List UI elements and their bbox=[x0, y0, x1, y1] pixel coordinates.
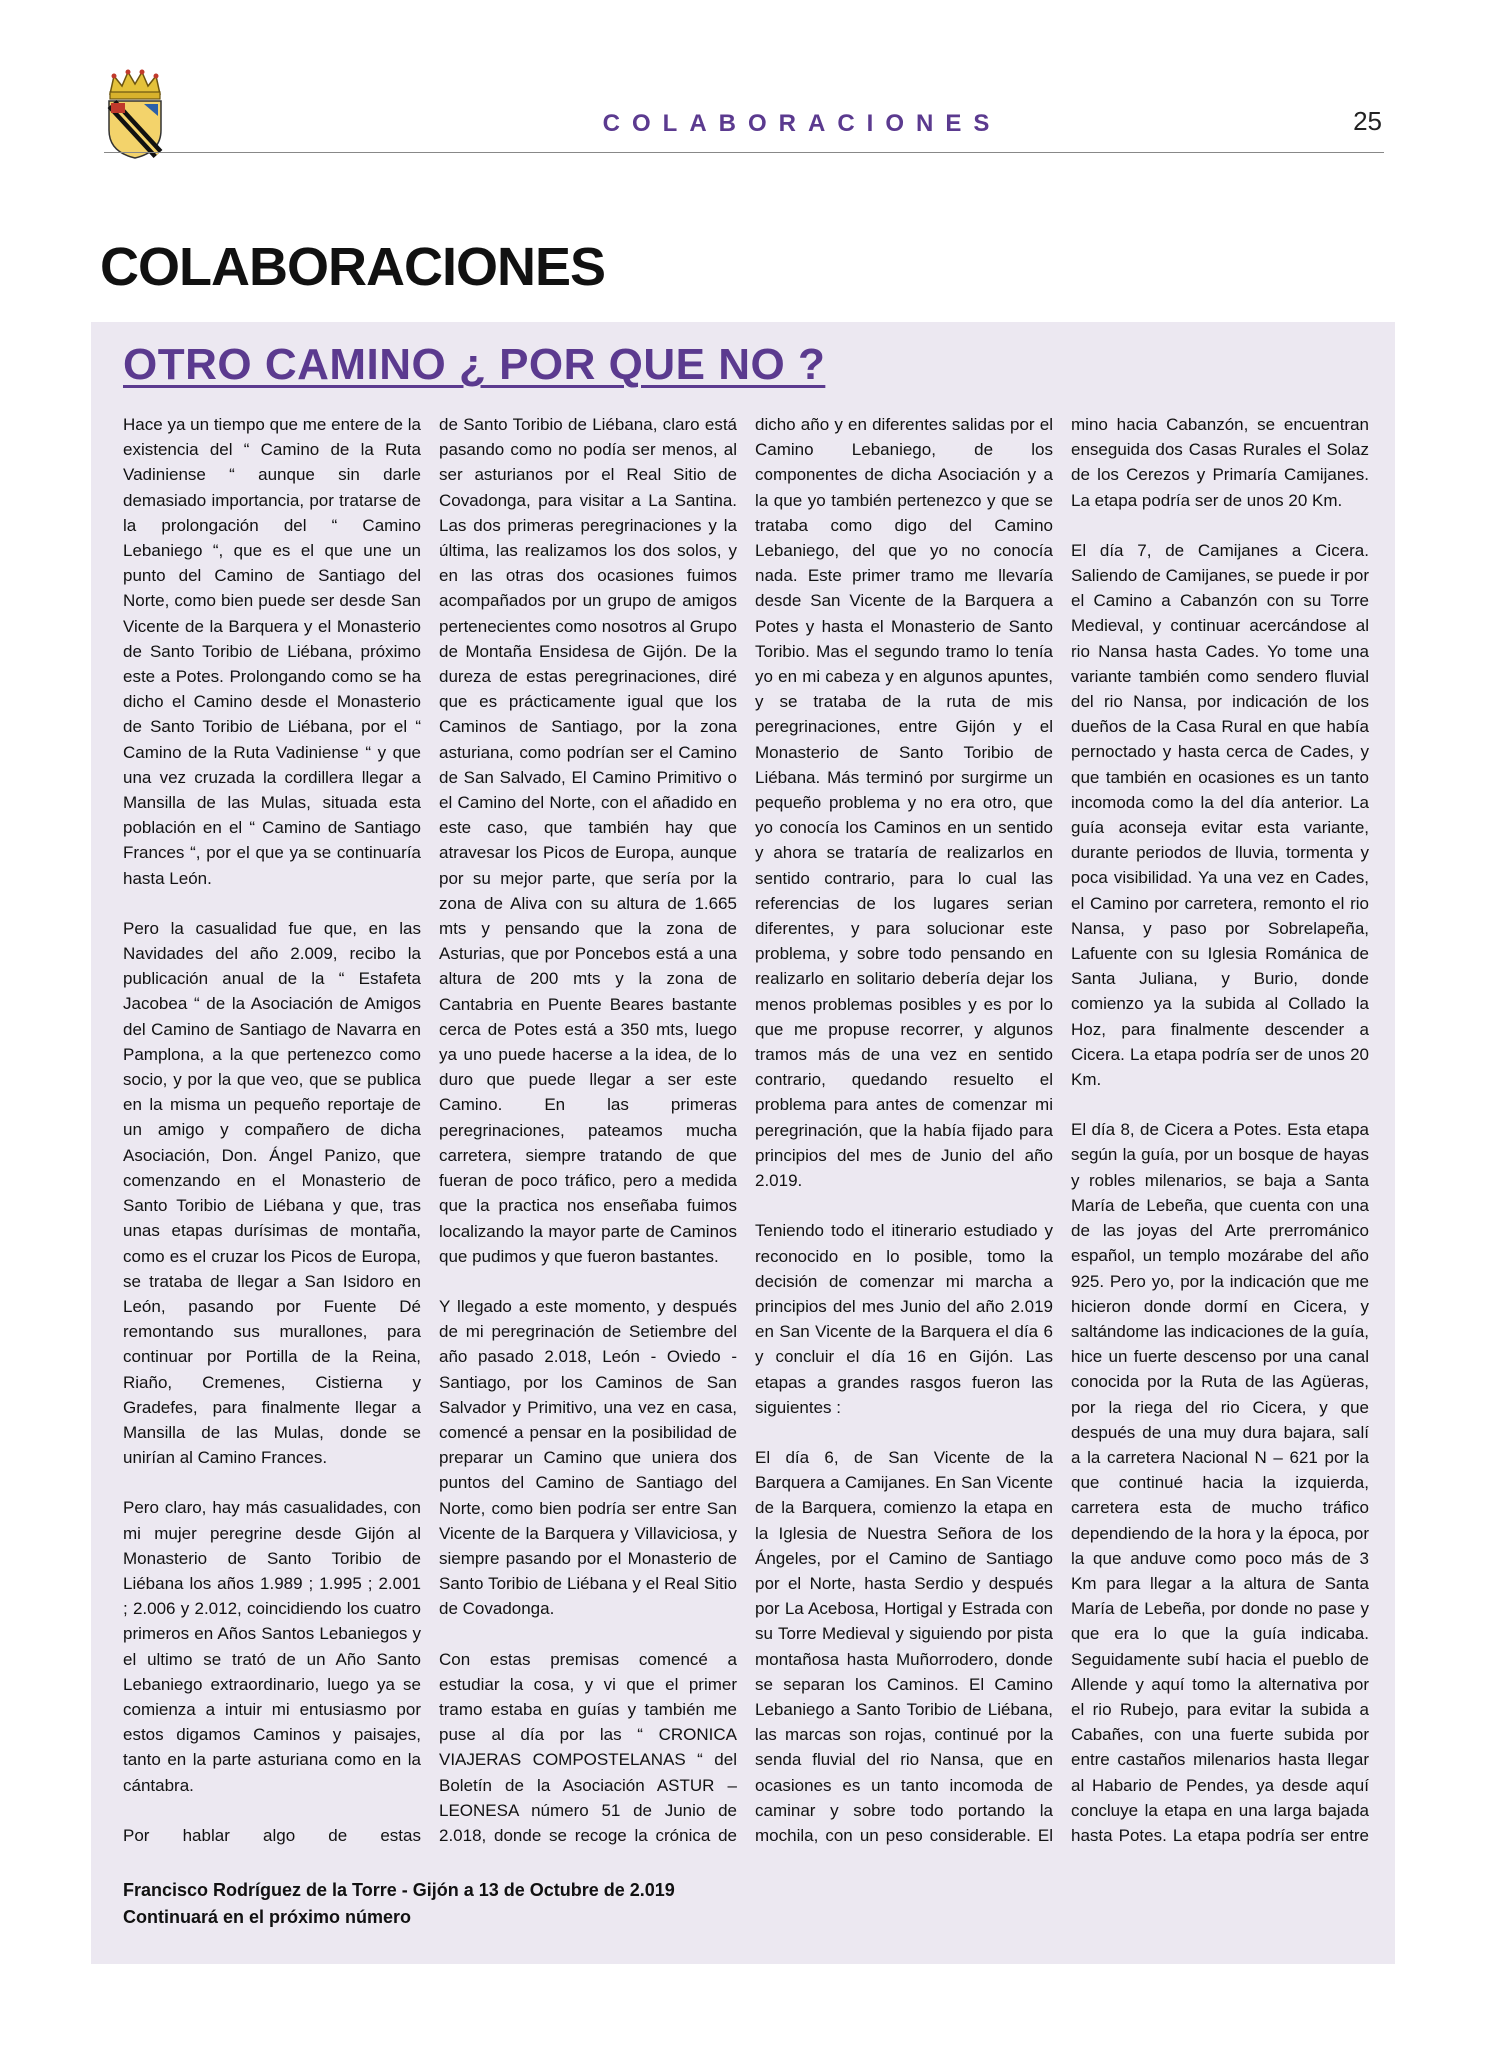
paragraph: Por hablar algo de estas bbox=[123, 1825, 421, 1845]
article-columns bbox=[123, 412, 1369, 1852]
article-column-4 bbox=[1071, 412, 1369, 1852]
page-header bbox=[104, 68, 1384, 154]
paragraph: Con estas premisas comencé a estudiar la cosa, y vi que el primer tramo estaba en guías y también me puse al día por las “ CRONICA VIAJERAS COMPOSTELANAS “ del Boletín de la Asociación ASTUR – LEONESA número 51 de Junio de 2.018, donde se recoge la crónica de bbox=[439, 1649, 737, 1845]
article-panel bbox=[91, 322, 1395, 1964]
paragraph: mino hacia Cabanzón, se encuentran enseguida dos Casas Rurales el Solaz de los Cerezos y Primaría Camijanes. La etapa podría ser de unos 20 Km. bbox=[1071, 415, 1369, 510]
paragraph: de Santo Toribio de Liébana, claro está pasando como no podía ser menos, al ser asturianos por el Real Sitio de Covadonga, para visitar a La Santina. Las dos primeras peregrinaciones y la última, las realizamos los dos solos, y en las otras dos ocasiones fuimos acompañados por un grupo de amigos pertenecientes como nosotros al Grupo de Montaña Ensidesa de Gijón. De la dureza de estas peregrinaciones, diré que es prácticamente igual que los Caminos de Santiago, por la zona asturiana, como podrían ser el Camino de San Salvado, El Camino Primitivo o el Camino del Norte, con el añadido en este caso, que también hay que atravesar los Picos de Europa, aunque por su mejor parte, que sería por la zona de Aliva con su altura de 1.665 mts y pensando que la zona de Asturias, que por Poncebos está a una altura de 200 mts y la zona de Cantabria en Puente Beares bastante cerca de Potes está a 350 mts, luego ya uno puede hacerse a la idea, de lo duro que puede llegar a ser este Camino. En las primeras peregrinaciones, pateamos mucha carretera, siempre tratando de que fueran de poco tráfico, pero a medida que la practica nos enseñaba fuimos localizando la mayor parte de Caminos que pudimos y que fueron bastantes. bbox=[439, 415, 737, 1266]
paragraph: El día 7, de Camijanes a Cicera. Saliendo de Camijanes, se puede ir por el Camino a Cabanzón con su Torre Medieval, y continuar acercándose al rio Nansa hasta Cades. Yo tome una variante también como sendero fluvial del rio Nansa, por indicación de los dueños de la Casa Rural en que había pernoctado y hasta cerca de Cades, y que también en ocasiones es un tanto incomoda como la del día anterior. La guía aconseja evitar esta variante, durante periodos de lluvia, tormenta y poca visibilidad. Ya una vez en Cades, el Camino por carretera, remonto el rio Nansa, y paso por Sobrelapeña, Lafuente con su Iglesia Románica de Santa Juliana, y Burio, donde comienzo ya la subida al Collado la Hoz, para finalmente descender a Cicera. La etapa podría ser de unos 20 Km. bbox=[1071, 540, 1369, 1090]
page-title: COLABORACIONES bbox=[100, 237, 606, 297]
paragraph: Hace ya un tiempo que me entere de la existencia del “ Camino de la Ruta Vadiniense “ aunque sin darle demasiado importancia, por tratarse de la prolongación del “ Camino Lebaniego “, que es el que une un punto del Camino de Santiago del Norte, como bien puede ser desde San Vicente de la Barquera y el Monasterio de Santo Toribio de Liébana, próximo este a Potes. Prolongando como se ha dicho el Camino desde el Monasterio de Santo Toribio de Liébana, por el “ Camino de la Ruta Vadiniense “ y que una vez cruzada la cordillera llegar a Mansilla de las Mulas, situada esta población en el “ Camino de Santiago Frances “, por el que ya se continuaría hasta León. bbox=[123, 415, 421, 888]
paragraph: Pero claro, hay más casualidades, con mi mujer peregrine desde Gijón al Monasterio de Santo Toribio de Liébana los años 1.989 ; 1.995 ; 2.001 ; 2.006 y 2.012, coincidiendo los cuatro primeros en Años Santos Lebaniegos y el ultimo se trató de un Año Santo Lebaniego extraordinario, luego ya se comienza a intuir mi entusiasmo por estos digamos Caminos y paisajes, tanto en la parte asturiana como en la cántabra. bbox=[123, 1498, 421, 1795]
coat-of-arms-icon bbox=[104, 68, 166, 160]
article-column-1 bbox=[123, 412, 421, 1852]
article-title: OTRO CAMINO ¿ POR QUE NO ? bbox=[123, 340, 826, 389]
article-column-3 bbox=[755, 412, 1053, 1852]
paragraph: Pero la casualidad fue que, en las Navidades del año 2.009, recibo la publicación anual de la “ Estafeta Jacobea “ de la Asociación de Amigos del Camino de Santiago de Navarra en Pamplona, a la que pertenezco como socio, y por la que veo, que se publica en la misma un pequeño reportaje de un amigo y compañero de dicha Asociación, Don. Ángel Panizo, que comenzando en el Monasterio de Santo Toribio de Liébana y que, tras unas etapas durísimas de montaña, como es el cruzar los Picos de Europa, se trataba de llegar a San Isidoro en León, pasando por Fuente Dé remontando sus murallones, para continuar por Portilla de la Reina, Riaño, Cremenes, Cistierna y Gradefes, para finalmente llegar a Mansilla de las Mulas, donde se unirían al Camino Frances. bbox=[123, 918, 421, 1468]
article-signature bbox=[123, 1877, 675, 1931]
paragraph: dicho año y en diferentes salidas por el Camino Lebaniego, de los componentes de dicha Asociación y a la que yo también pertenezco y que se trataba como digo del Camino Lebaniego, del que yo no conocía nada. Este primer tramo me llevaría desde San Vicente de la Barquera a Potes y hasta el Monasterio de Santo Toribio. Mas el segundo tramo lo tenía yo en mi cabeza y en algunos apuntes, y se trataba de la ruta de mis peregrinaciones, entre Gijón y el Monasterio de Santo Toribio de Liébana. Más terminó por surgirme un pequeño problema y no era otro, que yo conocía los Caminos en un sentido y ahora se trataría de realizarlos en sentido contrario, para lo cual las referencias de los lugares serian diferentes, y para solucionar este problema, y sobre todo pensando en realizarlo en solitario debería dejar los menos problemas posibles y es por lo que me propuse recorrer, y algunos tramos más de una vez en sentido contrario, quedando resuelto el problema para antes de comenzar mi peregrinación, que la había fijado para principios del mes de Junio del año 2.019. bbox=[755, 415, 1053, 1191]
page-number: 25 bbox=[1353, 106, 1382, 136]
paragraph: El día 8, de Cicera a Potes. Esta etapa según la guía, por un bosque de hayas y robles milenarios, se baja a Santa María de Lebeña, que cuenta con una de las joyas del Arte prerrománico español, un templo mozárabe del año 925. Pero yo, por la indicación que me hicieron donde dormí en Cicera, y saltándome las indicaciones de la guía, hice un fuerte descenso por una canal conocida por la Ruta de las Agüeras, por la riega del rio Cicera, y que después de una muy dura bajara, salí a la carretera Nacional N – 621 por la que continué hacia la izquierda, carretera esta de mucho tráfico dependiendo de la hora y la época, por la que anduve como poco más de 3 Km para llegar a la altura de Santa María de Lebeña, por donde no pase y que era lo que la guía indicaba. Seguidamente subí hacia el pueblo de Allende y aquí tomo la alternativa por el rio Rubejo, para evitar la subida a Cabañes, con una fuerte subida por entre castaños milenarios hasta llegar al Habario de Pendes, ya desde aquí concluye la etapa en una larga bajada hasta Potes. La etapa podría ser entre bbox=[1071, 1120, 1369, 1845]
continuation-note: Continuará en el próximo número bbox=[123, 1907, 412, 1927]
section-label: COLABORACIONES bbox=[602, 110, 1002, 137]
header-divider bbox=[104, 152, 1384, 153]
paragraph: Teniendo todo el itinerario estudiado y reconocido en lo posible, tomo la decisión de comenzar mi marcha a principios del mes Junio del año 2.019 en San Vicente de la Barquera el día 6 y concluir el día 16 en Gijón. Las etapas a grandes rasgos fueron las siguientes : bbox=[755, 1221, 1053, 1417]
article-column-2 bbox=[439, 412, 737, 1852]
paragraph: Y llegado a este momento, y después de mi peregrinación de Setiembre del año pasado 2.018, León - Oviedo - Santiago, por los Caminos de San Salvador y Primitivo, una vez en casa, comencé a pensar en la posibilidad de preparar un Camino que uniera dos puntos del Camino de Santiago del Norte, como bien podría ser entre San Vicente de la Barquera y Villaviciosa, y siempre pasando por el Monasterio de Santo Toribio de Liébana y el Real Sitio de Covadonga. bbox=[439, 1296, 737, 1619]
author-line: Francisco Rodríguez de la Torre - Gijón a 13 de Octubre de 2.019 bbox=[123, 1880, 675, 1900]
paragraph: El día 6, de San Vicente de la Barquera a Camijanes. En San Vicente de la Barquera, comienzo la etapa en la Iglesia de Nuestra Señora de los Ángeles, por el Camino de Santiago por el Norte, hasta Serdio y después por La Acebosa, Hortigal y Estrada con su Torre Medieval y siguiendo por pista montañosa hasta Muñorrodero, donde se separan los Caminos. El Camino Lebaniego a Santo Toribio de Liébana, las marcas son rojas, continué por la senda fluvial del rio Nansa, que en ocasiones es un tanto incomoda de caminar y sobre todo portando la mochila, con un peso considerable. El bbox=[755, 1447, 1053, 1845]
